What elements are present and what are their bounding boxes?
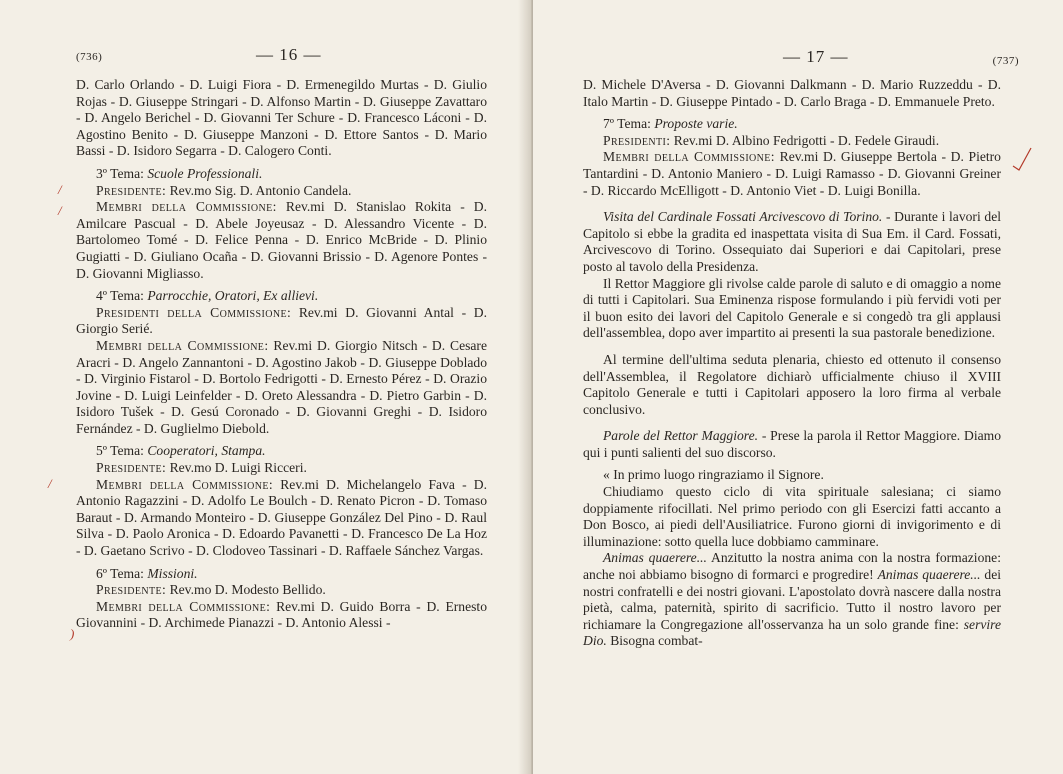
tema-4-prefix: 4º Tema: [96, 288, 148, 304]
left-page-header [76, 45, 487, 77]
tema-5-members-label: Membri della Commissione: [96, 476, 274, 492]
parole-title: Parole del Rettor Maggiore. [603, 428, 759, 444]
tema-7-presidents-names: Rev.mi D. Albino Fedrigotti - D. Fedele Giraudi. [670, 132, 940, 148]
tema-4-presidents [76, 305, 487, 338]
animas-paragraph [583, 550, 1001, 650]
tema-5-prefix: 5º Tema: [96, 443, 148, 459]
tema-5-members [76, 477, 487, 560]
tema-7-members-label: Membri della Commissione: [603, 149, 775, 165]
tema-5-president [76, 460, 487, 477]
tema-3-president-name: Rev.mo Sig. D. Antonio Candela. [166, 182, 352, 198]
left-page-number: — 16 — [256, 45, 322, 64]
termine-paragraph: Al termine dell'ultima seduta plenaria, chiesto ed ottenuto il consenso dell'Assemblea, il Regolatore dichiarò ufficialmente chiuso il XVIII Capitolo Generale e tutti i Capitolari apposero la loro firma al verbale conclusivo. [583, 351, 1001, 417]
visita-text: - Durante i lavori del Capitolo si ebbe la gradita ed inaspettata visita di Sua Em. il Card. Fossati, Arcivescovo di Torino. Ossequiato dai Superiori e dai Capitolari, prese posto al tavolo della Presidenza. [583, 209, 1001, 274]
visita-title: Visita del Cardinale Fossati Arcivescovo di Torino. [603, 209, 883, 225]
tema-3-president-label: Presidente: [96, 182, 167, 198]
parole-text: - Prese la parola il Rettor Maggiore. Diamo qui i punti salienti del suo discorso. [583, 428, 1001, 460]
tema-4-members [76, 338, 487, 438]
tema-3-heading [76, 166, 487, 183]
tema-5-members-list: Rev.mi D. Michelangelo Fava - D. Antonio Ragazzini - D. Adolfo Le Boulch - D. Renato Picron - D. Tomaso Baraut - D. Armando Monteiro - D. Giuseppe González Del Pino - D. Raul Silva - D. Paolo Aronica - D. Edoardo Pavanetti - D. Francesco De La Hoz - D. Gaetano Scrivo - D. Clodoveo Tassinari - D. Raffaele Sánchez Vargas. [76, 476, 487, 559]
tema-6-prefix: 6º Tema: [96, 565, 148, 581]
tema-3-title: Scuole Professionali. [147, 165, 263, 181]
left-intro-names: D. Carlo Orlando - D. Luigi Fiora - D. Ermenegildo Murtas - D. Giulio Rojas - D. Giuseppe Stringari - D. Alfonso Martin - D. Giuseppe Zavattaro - D. Angelo Berichel - D. Giovanni Ter Schure - D. Francesco Láconi - D. Agostino Benito - D. Giuseppe Manzoni - D. Ettore Santos - D. Mario Bassi - D. Isidoro Segarra - D. Calogero Conti. [76, 77, 487, 159]
left-page [0, 0, 531, 774]
tema-6-members [76, 599, 487, 632]
animas-text-2: dei nostri confratelli e dei nostri giovani. L'apostolato dovrà nascere dalla nostra pietà, calma, paternità, spirito di sacrificio. Tutto il nostro lavoro per richiamare la Congregazione all'osservanza ha un solo grande fine: [583, 567, 1002, 632]
tema-4-title: Parrocchie, Oratori, Ex allievi. [147, 288, 319, 304]
tema-4-members-label: Membri della Commissione: [96, 337, 269, 353]
animas-text-3: Bisogna combat- [606, 633, 703, 649]
tema-6-president-label: Presidente: [96, 582, 167, 598]
servire-dio: servire Dio. [583, 616, 1001, 649]
tema-6-president-name: Rev.mo D. Modesto Bellido. [166, 582, 326, 598]
right-page-header [583, 45, 1019, 77]
tema-4-members-list: Rev.mi D. Giorgio Nitsch - D. Cesare Aracri - D. Angelo Zannantoni - D. Agostino Jakob - D. Giuseppe Doblado - D. Virginio Fistarol - D. Bortolo Fedrigotti - D. Ernesto Pérez - D. Orazio Jovine - D. Luigi Leinfelder - D. Oreto Alessandra - D. Pietro Garbin - D. Isidoro Tušek - D. Gesú Coronado - D. Giovanni Greghi - D. Isidoro Fernández - D. Guglielmo Diebold. [76, 337, 487, 436]
animas-quaerere-2: Animas quaerere... [877, 567, 981, 583]
tema-3-members-label: Membri della Commissione: [96, 199, 277, 215]
animas-quaerere-1: Animas quaerere... [603, 550, 707, 566]
tema-7-title: Proposte varie. [654, 116, 738, 132]
tema-3-members-list: Rev.mi D. Stanislao Rokita - D. Amilcare Pascual - D. Abele Joyeusaz - D. Alessandro Vicente - D. Bartolomeo Tomé - D. Felice Penna - D. Enrico McBride - D. Plinio Gugiatti - D. Giuliano Ocaña - D. Giovanni Brissio - D. Agenore Pontes - D. Giovanni Migliasso. [76, 199, 487, 281]
right-page [533, 0, 1063, 774]
right-page-number: — 17 — [783, 47, 849, 66]
rettor-paragraph: Il Rettor Maggiore gli rivolse calde parole di saluto e di omaggio a nome di tutti i Capitolari. Sua Eminenza rispose formulando i più fervidi voti per il buon esito dei lavori del Capitolo Generale e si congedò tra gli applausi dell'assemblea, dopo aver impartito ai presenti la sua pastorale benedizione. [583, 275, 1001, 341]
tema-6-title: Missioni. [147, 565, 198, 581]
tema-5-president-label: Presidente: [96, 460, 167, 476]
right-bracket-page-number: (737) [992, 55, 1019, 67]
margin-tick-mark: / [48, 476, 52, 491]
tema-7-prefix: 7º Tema: [603, 116, 655, 132]
tema-7-heading [583, 116, 1001, 133]
margin-tick-mark: ) [70, 626, 75, 641]
margin-check-mark-icon [1011, 146, 1033, 172]
tema-3-members [76, 199, 487, 282]
visita-paragraph [583, 209, 1001, 275]
tema-6-members-list: Rev.mi D. Guido Borra - D. Ernesto Giovannini - D. Archimede Pianazzi - D. Antonio Alessi - [76, 598, 487, 631]
quote-open-paragraph: « In primo luogo ringraziamo il Signore. [603, 467, 824, 483]
right-intro-names: D. Michele D'Aversa - D. Giovanni Dalkmann - D. Mario Ruzzeddu - D. Italo Martin - D. Giuseppe Pintado - D. Carlo Braga - D. Emmanuele Preto. [583, 77, 1001, 109]
tema-7-presidents-label: Presidenti: [603, 132, 671, 148]
tema-5-president-name: Rev.mo D. Luigi Ricceri. [166, 460, 307, 476]
tema-5-heading [76, 443, 487, 460]
tema-7-members [583, 149, 1001, 199]
parole-paragraph [583, 428, 1001, 461]
tema-4-presidents-names: Rev.mi D. Giovanni Antal - D. Giorgio Serié. [76, 304, 487, 337]
tema-3-president [76, 183, 487, 200]
tema-4-heading [76, 288, 487, 305]
chiudiamo-paragraph: Chiudiamo questo ciclo di vita spirituale salesiana; ci siamo doppiamente rifocillati. Nel primo periodo con gli Esercizi fatti accanto a Don Bosco, ai piedi dell'Ausiliatrice. Furono giorni di invigorimento e di illuminazione: sotto quella luce dobbiamo camminare. [583, 484, 1001, 549]
tema-7-presidents [583, 133, 1001, 150]
tema-5-title: Cooperatori, Stampa. [147, 443, 266, 459]
margin-tick-mark: / [58, 182, 62, 197]
animas-text-1: Anzitutto la nostra anima con la nostra formazione: anche noi abbiamo bisogno di formarci e progredire! [583, 550, 1001, 583]
left-bracket-page-number: (736) [76, 51, 103, 63]
margin-tick-mark: / [58, 203, 62, 218]
tema-4-presidents-label: Presidenti della Commissione: [96, 304, 292, 320]
tema-3-prefix: 3º Tema: [96, 165, 148, 181]
tema-6-members-label: Membri della Commissione: [96, 598, 271, 614]
tema-7-members-list: Rev.mi D. Giuseppe Bertola - D. Pietro Tantardini - D. Antonio Maniero - D. Luigi Ramasso - D. Giovanni Greiner - D. Riccardo McElligott - D. Antonio Viet - D. Luigi Bonilla. [583, 149, 1001, 198]
tema-6-president [76, 582, 487, 599]
tema-6-heading [76, 566, 487, 583]
